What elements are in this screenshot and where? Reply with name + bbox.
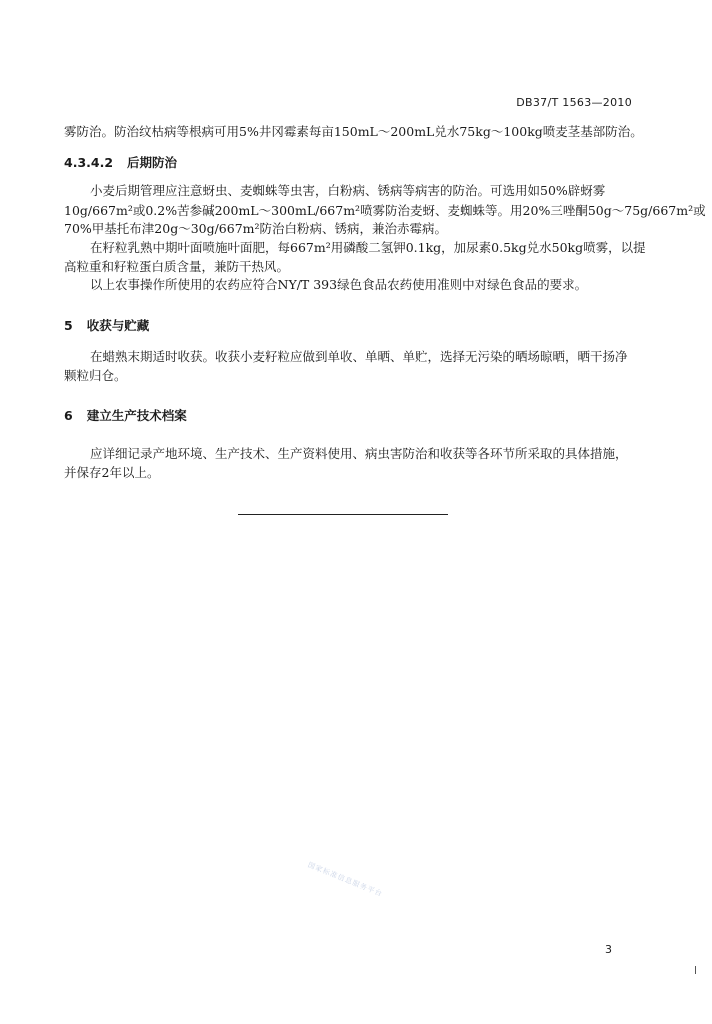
section-title: 收获与贮藏: [86, 318, 150, 333]
scan-mark: [695, 966, 696, 974]
section-heading-5: [64, 316, 149, 334]
watermark: 国家标准信息服务平台: [306, 860, 384, 899]
section-heading-4-3-4-2: [64, 153, 177, 171]
page-number: 3: [605, 943, 612, 956]
body-text-line: 高粒重和籽粒蛋白质含量，兼防干热风。: [64, 259, 290, 274]
body-text-line: 小麦后期管理应注意蚜虫、麦蜘蛛等虫害，白粉病、锈病等病害的防治。可选用如50%辟蚜雾: [90, 183, 606, 198]
body-text-line: 以上农事操作所使用的农药应符合NY/T 393绿色食品农药使用准则中对绿色食品的要求。: [90, 277, 588, 292]
body-text-line: 70%甲基托布津20g～30g/667m²防治白粉病、锈病，兼治赤霉病。: [64, 221, 448, 236]
end-divider: [238, 514, 448, 515]
body-text-line: 并保存2年以上。: [64, 465, 160, 480]
standard-code: DB37/T 1563—2010: [516, 96, 632, 109]
section-title: 后期防治: [127, 155, 178, 170]
section-number: 5: [64, 318, 73, 333]
body-text-line: 应详细记录产地环境、生产技术、生产资料使用、病虫害防治和收获等各环节所采取的具体措施，: [90, 446, 628, 461]
section-number: 6: [64, 408, 73, 423]
body-text-line: 雾防治。防治纹枯病等根病可用5%井冈霉素每亩150mL～200mL兑水75kg～100kg喷麦茎基部防治。: [64, 124, 643, 139]
section-title: 建立生产技术档案: [86, 408, 187, 423]
section-heading-6: [64, 406, 187, 424]
body-text-line: 颗粒归仓。: [64, 368, 127, 383]
section-number: 4.3.4.2: [64, 155, 114, 170]
body-text-line: 在蜡熟末期适时收获。收获小麦籽粒应做到单收、单晒、单贮，选择无污染的晒场晾晒，晒干扬净: [90, 349, 628, 364]
body-text-line: 10g/667m²或0.2%苦参碱200mL～300mL/667m²喷雾防治麦蚜、麦蜘蛛等。用20%三唑酮50g～75g/667m²或: [64, 203, 706, 218]
body-text-line: 在籽粒乳熟中期叶面喷施叶面肥，每667m²用磷酸二氢钾0.1kg，加尿素0.5kg兑水50kg喷雾，以提: [90, 240, 646, 255]
